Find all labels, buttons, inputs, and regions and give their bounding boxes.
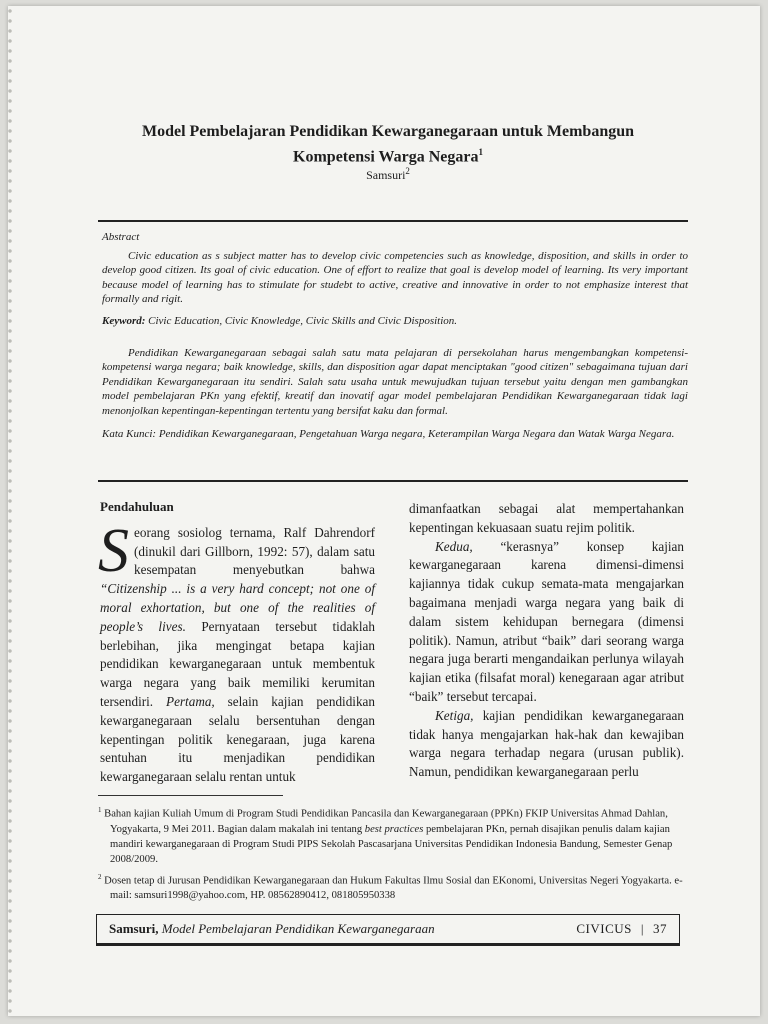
- footer-author: Samsuri,: [109, 921, 159, 936]
- right-paragraph-2: [409, 538, 684, 707]
- title-line-2: Kompetensi Warga Negara: [293, 148, 479, 166]
- title-line-1: Model Pembelajaran Pendidikan Kewarganegaraan untuk Membangun: [141, 123, 635, 140]
- right-paragraph-3: [409, 707, 684, 782]
- keywords-label: Keyword:: [102, 314, 146, 327]
- left-column: [100, 498, 375, 787]
- footnote-1: [98, 803, 690, 867]
- intro-quote: “Citizenship ... is a very hard concept; not one of moral exhortation, but one of the realities of people’s lives.: [100, 581, 375, 634]
- article-title: [88, 122, 688, 167]
- intro-rest: Pernyataan tersebut tidaklah berlebihan, jika mengingat betapa kajian pendidikan kewarganegaraan untuk membentuk warga negara yang baik memiliki kerumitan tersendiri.: [100, 618, 375, 709]
- footnote-1-italic: best practices: [364, 823, 424, 835]
- abstract-keywords: [102, 314, 688, 329]
- intro-text: eorang sosiolog ternama, Ralf Dahrendorf (dinukil dari Gillborn, 1992: 57), dalam satu kesempatan menyebutkan bahwa: [134, 524, 375, 578]
- footnote-2: [98, 870, 690, 904]
- ketiga-text: kajian pendidikan kewarganegaraan tidak hanya mengajarkan hak-hak dan kewajiban warga negara terhadap negara (urusan publik). Namun, pendidikan kewarganegaraan perlu: [409, 707, 684, 780]
- abstract-top-rule: [98, 220, 688, 222]
- abstract-bottom-rule: [98, 480, 688, 482]
- section-heading: Pendahuluan: [100, 499, 174, 514]
- author-text: Samsuri: [366, 168, 406, 182]
- abstract-section: [102, 230, 688, 441]
- footer-journal-info: [576, 921, 667, 937]
- pertama-label: Pertama,: [166, 693, 215, 709]
- footer-running-head: [109, 921, 576, 937]
- abstrak-body: Pendidikan Kewarganegaraan sebagai salah satu mata pelajaran di persekolahan harus mengembangkan kompetensi-kompetensi warga negara; baik knowledge, skills, dan disposition agar dapat menciptakan "good citizen" sebagaimana tujuan dari Pendidikan Kewarganegaraan itu sendiri. Salah satu usaha untuk mewujudkan tujuan tersebut yaitu dengan men gambangkan model pembelajaran PKn yang efektif, kreatif dan inovatif agar model pembelajaran Pendidikan Kewarganegaraan tidak lagi menonjolkan kepentingan-kepentingan tertentu yang bersifat kaku dan formal.: [102, 346, 688, 417]
- journal-page: [8, 6, 760, 1016]
- page-footer: [96, 914, 680, 946]
- keywords-text: Civic Education, Civic Knowledge, Civic Skills and Civic Disposition.: [148, 314, 458, 327]
- binding-holes: [8, 6, 18, 1016]
- drop-cap: S: [98, 516, 129, 585]
- kedua-text: “kerasnya” konsep kajian kewarganegaraan karena dimensi-dimensi kajiannya tidak cukup semata-mata mengajarkan bagaimana menjadi warga negara yang baik di dalam sistem kehidupan bernegara (dimensi politik). Namun, atribut “baik” dari seorang warga negara juga berarti mengandaikan perlunya wilayah kajian etika (filsafat moral) kenegaraan agar atribut “baik” tersebut tercapai.: [409, 538, 684, 704]
- abstract-heading: Abstract: [102, 231, 140, 243]
- right-column: [409, 500, 684, 782]
- footnote-rule: [98, 795, 283, 796]
- footnote-1-mark: 1: [98, 806, 102, 814]
- author-footnote-mark: 2: [405, 166, 410, 176]
- footnote-1-text-end: pembelajaran PKn, pernah disajikan penulis dalam kajian mandiri kewarganegaraan di Program Studi PIPS Sekolah Pascasarjana Universitas Pendidikan Indonesia Bandung, Semester Genap 2008/2009.: [110, 823, 673, 865]
- footnote-2-text: Dosen tetap di Jurusan Pendidikan Kewarganegaraan dan Hukum Fakultas Ilmu Sosial dan EKonomi, Universitas Negeri Yogyakarta. e-mail: samsuri1998@yahoo.com, HP. 08562890412, 081805950338: [104, 875, 683, 902]
- intro-end: selain kajian pendidikan kewarganegaraan selalu bersentuhan dengan kepentingan politik kenegaraan, juga karena sentuhan itu menjadikan pendidikan kewarganegaraan selalu rentan untuk: [100, 693, 375, 785]
- journal-name: CIVICUS: [576, 921, 632, 936]
- ketiga-label: Ketiga,: [435, 707, 474, 723]
- footnotes: [98, 803, 690, 906]
- kata-kunci: Kata Kunci: Pendidikan Kewarganegaraan, Pengetahuan Warga negara, Keterampilan Warga Negara dan Watak Warga Negara.: [102, 427, 675, 440]
- footer-title: Model Pembelajaran Pendidikan Kewarganegaraan: [161, 921, 435, 936]
- footnote-1-text: Bahan kajian Kuliah Umum di Program Studi Pendidikan Pancasila dan Kewarganegaraan (PPKn) FKIP Universitas Ahmad Dahlan, Yogyakarta, 9 Mei 2011. Bagian dalam makalah ini tentang: [104, 808, 668, 835]
- page-number: 37: [653, 921, 667, 936]
- intro-paragraph: [98, 516, 375, 787]
- title-line-2-wrap: [88, 142, 688, 167]
- right-paragraph-1: dimanfaatkan sebagai alat mempertahankan kepentingan kekuasaan suatu rejim politik.: [409, 501, 684, 535]
- title-footnote-mark: 1: [478, 147, 483, 157]
- footer-separator: |: [640, 921, 644, 936]
- footnote-2-mark: 2: [98, 872, 102, 881]
- author-name: [88, 166, 688, 183]
- abstract-body: Civic education as s subject matter has to develop civic competencies such as knowledge, disposition, and skills in order to develop good citizen. Its goal of civic education. One of effort to realize that goal is develop model of learning. Its very important because model of learning has to stimulate for studebt to active, creative and innovative in order to not emphasize interest that formally and rigit.: [102, 249, 688, 306]
- kedua-label: Kedua,: [435, 538, 473, 554]
